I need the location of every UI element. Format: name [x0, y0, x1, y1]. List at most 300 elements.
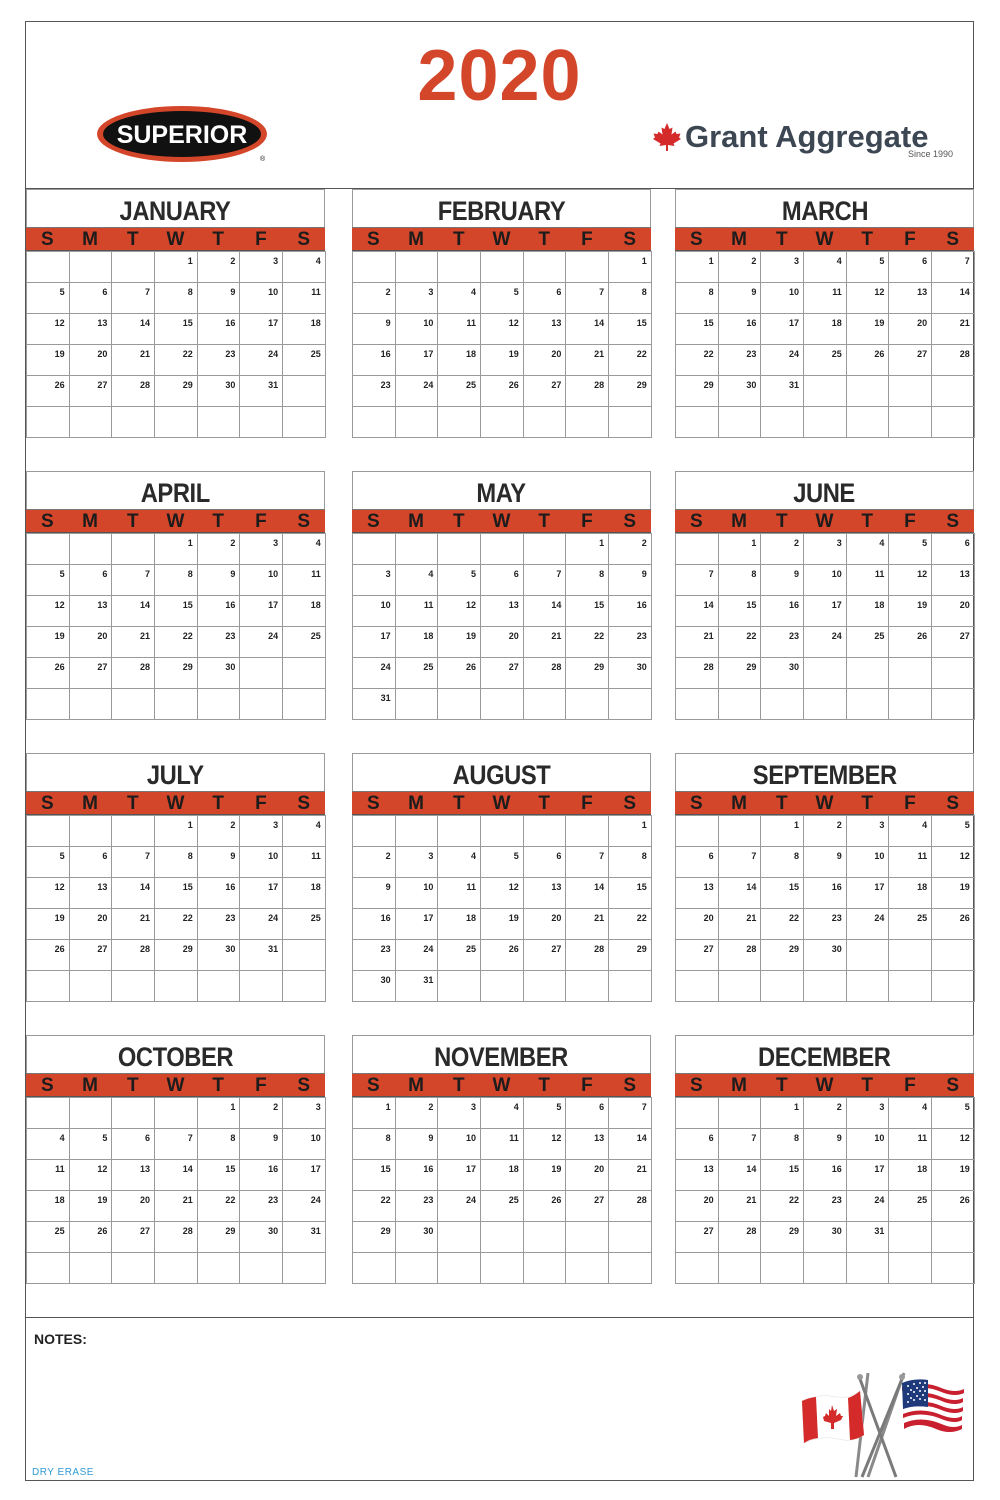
day-cell[interactable]: 25: [889, 1191, 932, 1222]
day-cell[interactable]: 17: [395, 909, 438, 940]
day-cell[interactable]: 27: [676, 940, 719, 971]
day-cell[interactable]: [69, 816, 112, 847]
day-cell[interactable]: [112, 1098, 155, 1129]
day-cell[interactable]: 9: [197, 565, 240, 596]
day-cell[interactable]: 12: [889, 565, 932, 596]
day-cell[interactable]: 8: [761, 847, 804, 878]
day-cell[interactable]: 6: [932, 534, 975, 565]
day-cell[interactable]: 1: [609, 816, 652, 847]
day-cell[interactable]: 28: [609, 1191, 652, 1222]
day-cell[interactable]: 29: [197, 1222, 240, 1253]
day-cell[interactable]: 20: [932, 596, 975, 627]
day-cell[interactable]: [283, 658, 326, 689]
day-cell[interactable]: [395, 407, 438, 438]
day-cell[interactable]: [240, 971, 283, 1002]
day-cell[interactable]: [566, 689, 609, 720]
day-cell[interactable]: [804, 376, 847, 407]
day-cell[interactable]: 5: [481, 847, 524, 878]
day-cell[interactable]: 18: [438, 909, 481, 940]
day-cell[interactable]: 14: [718, 1160, 761, 1191]
day-cell[interactable]: 28: [112, 376, 155, 407]
day-cell[interactable]: 2: [240, 1098, 283, 1129]
day-cell[interactable]: [889, 940, 932, 971]
day-cell[interactable]: [676, 1098, 719, 1129]
day-cell[interactable]: 5: [27, 847, 70, 878]
day-cell[interactable]: 27: [566, 1191, 609, 1222]
day-cell[interactable]: 8: [155, 283, 198, 314]
day-cell[interactable]: 15: [676, 314, 719, 345]
day-cell[interactable]: 11: [438, 878, 481, 909]
day-cell[interactable]: 16: [197, 878, 240, 909]
day-cell[interactable]: 12: [69, 1160, 112, 1191]
day-cell[interactable]: 17: [438, 1160, 481, 1191]
day-cell[interactable]: 27: [523, 940, 566, 971]
day-cell[interactable]: [566, 816, 609, 847]
day-cell[interactable]: 4: [804, 252, 847, 283]
day-cell[interactable]: 4: [438, 847, 481, 878]
day-cell[interactable]: 10: [240, 847, 283, 878]
day-cell[interactable]: 26: [523, 1191, 566, 1222]
day-cell[interactable]: [676, 689, 719, 720]
day-cell[interactable]: [353, 534, 396, 565]
day-cell[interactable]: 21: [112, 909, 155, 940]
day-cell[interactable]: [761, 971, 804, 1002]
day-cell[interactable]: 16: [609, 596, 652, 627]
day-cell[interactable]: [566, 407, 609, 438]
day-cell[interactable]: 29: [609, 376, 652, 407]
day-cell[interactable]: 12: [27, 596, 70, 627]
day-cell[interactable]: 16: [395, 1160, 438, 1191]
day-cell[interactable]: 25: [438, 376, 481, 407]
day-cell[interactable]: 9: [395, 1129, 438, 1160]
day-cell[interactable]: 12: [438, 596, 481, 627]
day-cell[interactable]: 13: [69, 878, 112, 909]
day-cell[interactable]: 1: [197, 1098, 240, 1129]
day-cell[interactable]: [846, 407, 889, 438]
day-cell[interactable]: 17: [395, 345, 438, 376]
day-cell[interactable]: 20: [69, 909, 112, 940]
day-cell[interactable]: 8: [761, 1129, 804, 1160]
day-cell[interactable]: 14: [718, 878, 761, 909]
day-cell[interactable]: 18: [438, 345, 481, 376]
day-cell[interactable]: 17: [846, 1160, 889, 1191]
day-cell[interactable]: [804, 658, 847, 689]
day-cell[interactable]: [481, 816, 524, 847]
day-cell[interactable]: 22: [761, 909, 804, 940]
day-cell[interactable]: 9: [353, 314, 396, 345]
day-cell[interactable]: [676, 816, 719, 847]
day-cell[interactable]: 8: [197, 1129, 240, 1160]
day-cell[interactable]: 3: [846, 1098, 889, 1129]
day-cell[interactable]: 20: [523, 345, 566, 376]
day-cell[interactable]: 7: [566, 847, 609, 878]
day-cell[interactable]: [846, 689, 889, 720]
day-cell[interactable]: 18: [846, 596, 889, 627]
day-cell[interactable]: 30: [804, 940, 847, 971]
day-cell[interactable]: 28: [566, 940, 609, 971]
day-cell[interactable]: [69, 689, 112, 720]
day-cell[interactable]: 23: [804, 1191, 847, 1222]
day-cell[interactable]: 2: [197, 534, 240, 565]
day-cell[interactable]: 17: [240, 878, 283, 909]
day-cell[interactable]: 11: [481, 1129, 524, 1160]
day-cell[interactable]: 4: [889, 1098, 932, 1129]
day-cell[interactable]: 20: [889, 314, 932, 345]
day-cell[interactable]: 5: [69, 1129, 112, 1160]
day-cell[interactable]: 2: [353, 847, 396, 878]
day-cell[interactable]: [112, 1253, 155, 1284]
day-cell[interactable]: 26: [27, 376, 70, 407]
day-cell[interactable]: 6: [566, 1098, 609, 1129]
day-cell[interactable]: [889, 376, 932, 407]
day-cell[interactable]: [761, 689, 804, 720]
day-cell[interactable]: 14: [112, 314, 155, 345]
day-cell[interactable]: 19: [481, 345, 524, 376]
day-cell[interactable]: [69, 1098, 112, 1129]
day-cell[interactable]: 21: [112, 345, 155, 376]
day-cell[interactable]: 2: [609, 534, 652, 565]
day-cell[interactable]: 12: [27, 878, 70, 909]
day-cell[interactable]: 22: [761, 1191, 804, 1222]
day-cell[interactable]: 29: [676, 376, 719, 407]
day-cell[interactable]: 18: [889, 1160, 932, 1191]
day-cell[interactable]: 9: [353, 878, 396, 909]
day-cell[interactable]: 11: [283, 847, 326, 878]
day-cell[interactable]: [523, 252, 566, 283]
day-cell[interactable]: 26: [69, 1222, 112, 1253]
day-cell[interactable]: [438, 534, 481, 565]
day-cell[interactable]: 6: [889, 252, 932, 283]
day-cell[interactable]: 11: [889, 847, 932, 878]
day-cell[interactable]: 5: [27, 565, 70, 596]
day-cell[interactable]: 13: [566, 1129, 609, 1160]
day-cell[interactable]: [438, 1253, 481, 1284]
day-cell[interactable]: 12: [932, 1129, 975, 1160]
day-cell[interactable]: 17: [353, 627, 396, 658]
day-cell[interactable]: [69, 971, 112, 1002]
day-cell[interactable]: 10: [240, 283, 283, 314]
day-cell[interactable]: 23: [718, 345, 761, 376]
day-cell[interactable]: [197, 407, 240, 438]
day-cell[interactable]: 7: [932, 252, 975, 283]
day-cell[interactable]: [932, 376, 975, 407]
day-cell[interactable]: 19: [27, 909, 70, 940]
day-cell[interactable]: 6: [69, 847, 112, 878]
day-cell[interactable]: 9: [609, 565, 652, 596]
day-cell[interactable]: 27: [112, 1222, 155, 1253]
day-cell[interactable]: 26: [27, 940, 70, 971]
day-cell[interactable]: 6: [69, 283, 112, 314]
day-cell[interactable]: 8: [566, 565, 609, 596]
day-cell[interactable]: [481, 971, 524, 1002]
day-cell[interactable]: 15: [353, 1160, 396, 1191]
day-cell[interactable]: 14: [523, 596, 566, 627]
day-cell[interactable]: 24: [761, 345, 804, 376]
day-cell[interactable]: 13: [676, 878, 719, 909]
day-cell[interactable]: 8: [718, 565, 761, 596]
day-cell[interactable]: 3: [353, 565, 396, 596]
day-cell[interactable]: 5: [481, 283, 524, 314]
day-cell[interactable]: 12: [27, 314, 70, 345]
day-cell[interactable]: 24: [283, 1191, 326, 1222]
day-cell[interactable]: 15: [197, 1160, 240, 1191]
day-cell[interactable]: 25: [438, 940, 481, 971]
day-cell[interactable]: [718, 407, 761, 438]
day-cell[interactable]: 25: [804, 345, 847, 376]
day-cell[interactable]: 28: [112, 658, 155, 689]
day-cell[interactable]: 29: [761, 1222, 804, 1253]
day-cell[interactable]: 19: [846, 314, 889, 345]
day-cell[interactable]: 26: [932, 1191, 975, 1222]
day-cell[interactable]: 23: [395, 1191, 438, 1222]
day-cell[interactable]: 9: [197, 283, 240, 314]
day-cell[interactable]: [566, 1222, 609, 1253]
day-cell[interactable]: 30: [197, 376, 240, 407]
day-cell[interactable]: 2: [718, 252, 761, 283]
day-cell[interactable]: 13: [523, 314, 566, 345]
day-cell[interactable]: 21: [609, 1160, 652, 1191]
day-cell[interactable]: 1: [676, 252, 719, 283]
day-cell[interactable]: [112, 534, 155, 565]
day-cell[interactable]: 25: [481, 1191, 524, 1222]
day-cell[interactable]: [932, 971, 975, 1002]
day-cell[interactable]: 8: [609, 283, 652, 314]
day-cell[interactable]: 16: [353, 345, 396, 376]
day-cell[interactable]: [889, 971, 932, 1002]
day-cell[interactable]: 26: [438, 658, 481, 689]
day-cell[interactable]: 25: [283, 345, 326, 376]
day-cell[interactable]: 30: [761, 658, 804, 689]
day-cell[interactable]: 8: [155, 565, 198, 596]
day-cell[interactable]: 12: [932, 847, 975, 878]
day-cell[interactable]: [566, 1253, 609, 1284]
day-cell[interactable]: 22: [676, 345, 719, 376]
day-cell[interactable]: 24: [395, 376, 438, 407]
day-cell[interactable]: 7: [523, 565, 566, 596]
day-cell[interactable]: 22: [155, 627, 198, 658]
day-cell[interactable]: 3: [846, 816, 889, 847]
day-cell[interactable]: 12: [481, 878, 524, 909]
day-cell[interactable]: 1: [155, 534, 198, 565]
day-cell[interactable]: 28: [718, 940, 761, 971]
day-cell[interactable]: 13: [523, 878, 566, 909]
day-cell[interactable]: 12: [523, 1129, 566, 1160]
day-cell[interactable]: 7: [718, 1129, 761, 1160]
day-cell[interactable]: 15: [761, 1160, 804, 1191]
day-cell[interactable]: 18: [481, 1160, 524, 1191]
day-cell[interactable]: 24: [240, 345, 283, 376]
day-cell[interactable]: 11: [283, 565, 326, 596]
day-cell[interactable]: 28: [676, 658, 719, 689]
day-cell[interactable]: 1: [609, 252, 652, 283]
day-cell[interactable]: 27: [69, 376, 112, 407]
day-cell[interactable]: 28: [112, 940, 155, 971]
day-cell[interactable]: 3: [438, 1098, 481, 1129]
day-cell[interactable]: 30: [353, 971, 396, 1002]
day-cell[interactable]: 14: [932, 283, 975, 314]
day-cell[interactable]: 30: [240, 1222, 283, 1253]
day-cell[interactable]: [112, 252, 155, 283]
day-cell[interactable]: 4: [283, 816, 326, 847]
day-cell[interactable]: 27: [889, 345, 932, 376]
day-cell[interactable]: 25: [283, 909, 326, 940]
day-cell[interactable]: 2: [761, 534, 804, 565]
day-cell[interactable]: 2: [197, 816, 240, 847]
day-cell[interactable]: 23: [197, 345, 240, 376]
day-cell[interactable]: [609, 1253, 652, 1284]
day-cell[interactable]: 25: [889, 909, 932, 940]
day-cell[interactable]: 13: [889, 283, 932, 314]
day-cell[interactable]: 19: [438, 627, 481, 658]
day-cell[interactable]: 15: [155, 596, 198, 627]
day-cell[interactable]: 16: [197, 314, 240, 345]
day-cell[interactable]: 19: [27, 345, 70, 376]
day-cell[interactable]: 13: [676, 1160, 719, 1191]
day-cell[interactable]: [27, 971, 70, 1002]
day-cell[interactable]: 3: [395, 283, 438, 314]
day-cell[interactable]: [609, 407, 652, 438]
day-cell[interactable]: 15: [609, 878, 652, 909]
day-cell[interactable]: [481, 534, 524, 565]
day-cell[interactable]: [761, 1253, 804, 1284]
day-cell[interactable]: 6: [523, 283, 566, 314]
day-cell[interactable]: 2: [395, 1098, 438, 1129]
day-cell[interactable]: 19: [932, 878, 975, 909]
day-cell[interactable]: 23: [353, 376, 396, 407]
day-cell[interactable]: 17: [240, 596, 283, 627]
day-cell[interactable]: 9: [804, 847, 847, 878]
day-cell[interactable]: [889, 1222, 932, 1253]
day-cell[interactable]: 8: [353, 1129, 396, 1160]
day-cell[interactable]: [846, 940, 889, 971]
day-cell[interactable]: [240, 407, 283, 438]
day-cell[interactable]: 16: [197, 596, 240, 627]
day-cell[interactable]: [27, 816, 70, 847]
day-cell[interactable]: 11: [395, 596, 438, 627]
day-cell[interactable]: [69, 407, 112, 438]
day-cell[interactable]: [889, 407, 932, 438]
day-cell[interactable]: [283, 407, 326, 438]
day-cell[interactable]: 30: [197, 940, 240, 971]
day-cell[interactable]: 21: [155, 1191, 198, 1222]
day-cell[interactable]: [718, 816, 761, 847]
day-cell[interactable]: 28: [718, 1222, 761, 1253]
day-cell[interactable]: [676, 407, 719, 438]
day-cell[interactable]: 10: [846, 1129, 889, 1160]
day-cell[interactable]: 22: [609, 345, 652, 376]
day-cell[interactable]: 26: [27, 658, 70, 689]
day-cell[interactable]: 15: [566, 596, 609, 627]
day-cell[interactable]: 3: [283, 1098, 326, 1129]
day-cell[interactable]: 21: [566, 909, 609, 940]
day-cell[interactable]: 16: [804, 1160, 847, 1191]
day-cell[interactable]: [932, 1222, 975, 1253]
day-cell[interactable]: [523, 816, 566, 847]
day-cell[interactable]: 28: [523, 658, 566, 689]
day-cell[interactable]: 30: [804, 1222, 847, 1253]
day-cell[interactable]: 19: [27, 627, 70, 658]
day-cell[interactable]: [283, 940, 326, 971]
day-cell[interactable]: [481, 1253, 524, 1284]
day-cell[interactable]: 15: [761, 878, 804, 909]
day-cell[interactable]: 10: [438, 1129, 481, 1160]
day-cell[interactable]: 20: [69, 627, 112, 658]
day-cell[interactable]: 23: [353, 940, 396, 971]
day-cell[interactable]: 10: [761, 283, 804, 314]
day-cell[interactable]: 11: [283, 283, 326, 314]
day-cell[interactable]: 16: [353, 909, 396, 940]
day-cell[interactable]: [609, 689, 652, 720]
day-cell[interactable]: 4: [846, 534, 889, 565]
day-cell[interactable]: [566, 252, 609, 283]
day-cell[interactable]: 13: [481, 596, 524, 627]
day-cell[interactable]: 24: [846, 1191, 889, 1222]
day-cell[interactable]: 18: [27, 1191, 70, 1222]
day-cell[interactable]: 11: [804, 283, 847, 314]
day-cell[interactable]: [283, 1253, 326, 1284]
day-cell[interactable]: [283, 971, 326, 1002]
day-cell[interactable]: 7: [676, 565, 719, 596]
day-cell[interactable]: 3: [240, 816, 283, 847]
day-cell[interactable]: 2: [197, 252, 240, 283]
day-cell[interactable]: [609, 1222, 652, 1253]
day-cell[interactable]: 22: [566, 627, 609, 658]
day-cell[interactable]: 15: [609, 314, 652, 345]
day-cell[interactable]: 5: [932, 816, 975, 847]
day-cell[interactable]: 20: [481, 627, 524, 658]
day-cell[interactable]: [438, 689, 481, 720]
day-cell[interactable]: 6: [69, 565, 112, 596]
day-cell[interactable]: [889, 1253, 932, 1284]
day-cell[interactable]: 16: [761, 596, 804, 627]
day-cell[interactable]: 5: [523, 1098, 566, 1129]
day-cell[interactable]: 19: [932, 1160, 975, 1191]
day-cell[interactable]: 12: [846, 283, 889, 314]
day-cell[interactable]: 18: [283, 878, 326, 909]
day-cell[interactable]: 27: [69, 658, 112, 689]
day-cell[interactable]: [846, 658, 889, 689]
day-cell[interactable]: 17: [761, 314, 804, 345]
day-cell[interactable]: [27, 252, 70, 283]
day-cell[interactable]: 20: [69, 345, 112, 376]
day-cell[interactable]: [804, 407, 847, 438]
day-cell[interactable]: 31: [240, 376, 283, 407]
day-cell[interactable]: [395, 252, 438, 283]
day-cell[interactable]: 28: [932, 345, 975, 376]
day-cell[interactable]: 4: [27, 1129, 70, 1160]
day-cell[interactable]: 4: [889, 816, 932, 847]
day-cell[interactable]: 29: [718, 658, 761, 689]
day-cell[interactable]: [240, 1253, 283, 1284]
day-cell[interactable]: 1: [718, 534, 761, 565]
day-cell[interactable]: [438, 971, 481, 1002]
day-cell[interactable]: 18: [889, 878, 932, 909]
day-cell[interactable]: [395, 816, 438, 847]
day-cell[interactable]: 5: [27, 283, 70, 314]
day-cell[interactable]: [804, 689, 847, 720]
day-cell[interactable]: 24: [240, 627, 283, 658]
day-cell[interactable]: 7: [155, 1129, 198, 1160]
day-cell[interactable]: 29: [761, 940, 804, 971]
day-cell[interactable]: 14: [609, 1129, 652, 1160]
day-cell[interactable]: 4: [395, 565, 438, 596]
day-cell[interactable]: 25: [846, 627, 889, 658]
day-cell[interactable]: 14: [155, 1160, 198, 1191]
day-cell[interactable]: 30: [395, 1222, 438, 1253]
day-cell[interactable]: 10: [846, 847, 889, 878]
day-cell[interactable]: 31: [353, 689, 396, 720]
day-cell[interactable]: [395, 689, 438, 720]
